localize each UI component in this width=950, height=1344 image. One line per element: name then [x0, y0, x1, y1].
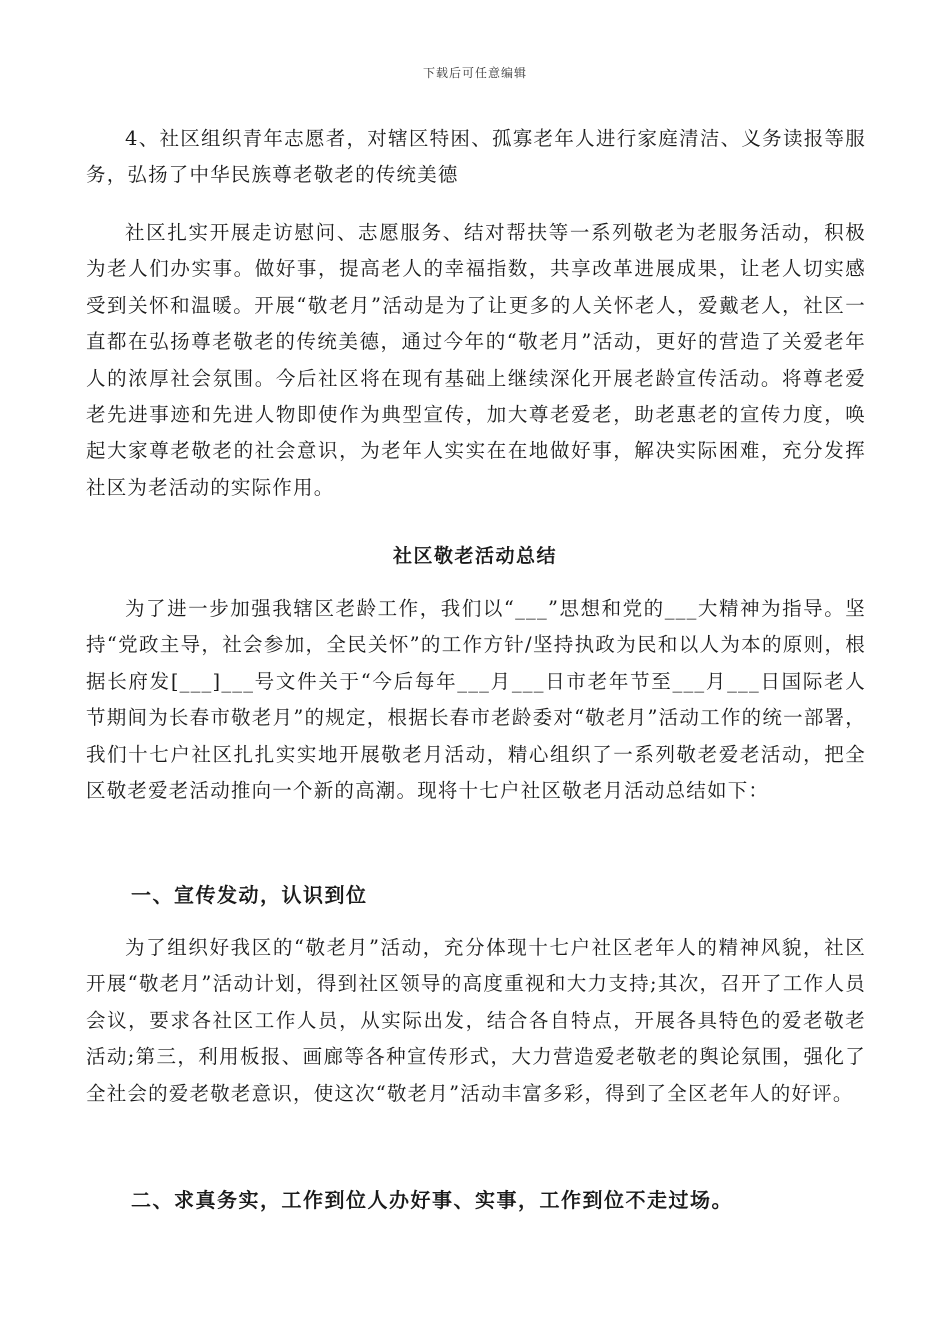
section-heading-publicity: 一、宣传发动，认识到位 — [131, 883, 368, 907]
section-heading-practical-work: 二、求真务实，工作到位人办好事、实事，工作到位不走过场。 — [131, 1188, 733, 1212]
paragraph-introduction: 为了进一步加强我辖区老龄工作，我们以“___”思想和党的___大精神为指导。坚持“党政主导，社会参加，全民关怀”的工作方针/坚持执政为民和以人为本的原则，根据长府发[___]___号文件关于“今后每年___月___日市老年节至___月___日国际老人节期间为长春市敬老月”的规定，根据长春市老龄委对“敬老月”活动工作的统一部署，我们十七户社区扎扎实实地开展敬老月活动，精心组织了一系列敬老爱老活动，把全区敬老爱老活动推向一个新的高潮。现将十七户社区敬老月活动总结如下： — [86, 597, 866, 803]
paragraph-volunteer-service: 4、社区组织青年志愿者，对辖区特困、孤寡老年人进行家庭清洁、义务读报等服务，弘扬了中华民族尊老敬老的传统美德 — [86, 127, 866, 187]
document-title: 社区敬老活动总结 — [392, 545, 557, 567]
paragraph-community-activities: 社区扎实开展走访慰问、志愿服务、结对帮扶等一系列敬老为老服务活动，积极为老人们办实事。做好事，提高老人的幸福指数，共享改革进展成果，让老人切实感受到关怀和温暖。开展“敬老月”活动是为了让更多的人关怀老人，爱戴老人，社区一直都在弘扬尊老敬老的传统美德，通过今年的“敬老月”活动，更好的营造了关爱老年人的浓厚社会氛围。今后社区将在现有基础上继续深化开展老龄宣传活动。将尊老爱老先进事迹和先进人物即使作为典型宣传，加大尊老爱老，助老惠老的宣传力度，唤起大家尊老敬老的社会意识，为老年人实实在在地做好事，解决实际困难，充分发挥社区为老活动的实际作用。 — [86, 221, 866, 499]
page-header-note: 下载后可任意编辑 — [422, 66, 527, 80]
paragraph-publicity: 为了组织好我区的“敬老月”活动，充分体现十七户社区老年人的精神风貌，社区开展“敬老月”活动计划，得到社区领导的高度重视和大力支持;其次，召开了工作人员会议，要求各社区工作人员，从实际出发，结合各自特点，开展各具特色的爱老敬老活动;第三，利用板报、画廊等各种宣传形式，大力营造爱老敬老的舆论氛围，强化了全社会的爱老敬老意识，使这次“敬老月”活动丰富多彩，得到了全区老年人的好评。 — [86, 936, 866, 1105]
